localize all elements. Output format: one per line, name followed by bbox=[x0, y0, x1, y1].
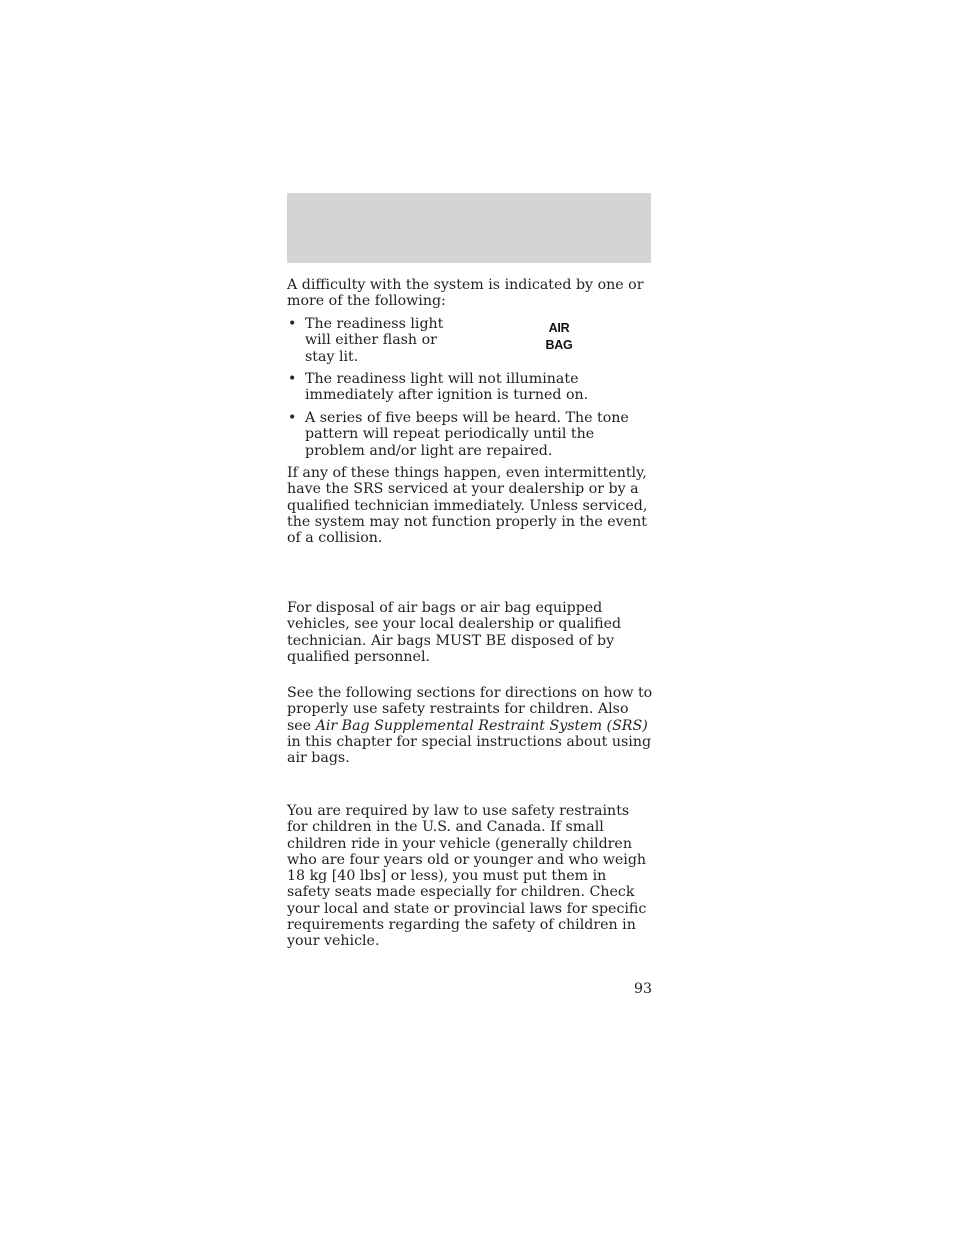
children-text-after: in this chapter for special instructions about using air bags. bbox=[287, 733, 652, 767]
bullet-dot: • bbox=[288, 371, 297, 387]
bullet-item-3 bbox=[287, 410, 655, 459]
bullet-item-2 bbox=[287, 371, 655, 404]
disposal-text: For disposal of air bags or air bag equipped vehicles, see your local dealership or qualified technician. Air bags MUST BE disposed of by qualified personnel. bbox=[287, 600, 622, 665]
service-text: If any of these things happen, even intermittently, have the SRS serviced at your dealership or by a qualified technician immediately. Unless serviced, the system may not function properly in the event of a collision. bbox=[287, 465, 648, 547]
page-number: 93 bbox=[633, 981, 652, 997]
children-paragraph bbox=[287, 685, 653, 766]
bullet-dot: • bbox=[288, 316, 297, 332]
bullet-item-1 bbox=[287, 316, 447, 365]
law-text: You are required by law to use safety restraints for children in the U.S. and Canada. If small children ride in your vehicle (generally children who are four years old or younger and who weigh 18 kg [40 lbs] or less), you must put them in safety seats made especially for children. Check your local and state or provincial laws for specific requirements regarding the safety of children in your vehicle. bbox=[287, 803, 647, 950]
air-bag-warning-icon bbox=[536, 320, 582, 353]
law-paragraph bbox=[287, 803, 653, 950]
section-header-band bbox=[287, 193, 651, 263]
children-text-before: See the following sections for directions on how to properly use safety restraints for children. Also see bbox=[287, 685, 653, 734]
bullet-text-3: A series of five beeps will be heard. The tone pattern will repeat periodically until the problem and/or light are repaired. bbox=[305, 410, 629, 459]
bullet-dot: • bbox=[288, 410, 297, 426]
intro-paragraph bbox=[287, 277, 653, 310]
air-bag-icon-line2: BAG bbox=[545, 337, 573, 352]
intro-text: A difficulty with the system is indicated by one or more of the following: bbox=[287, 277, 644, 310]
air-bag-icon-line1: AIR bbox=[548, 321, 570, 335]
bullet-text-1: The readiness light will either flash or stay lit. bbox=[305, 316, 444, 365]
srs-reference: Air Bag Supplemental Restraint System (SRS) bbox=[315, 717, 648, 734]
service-paragraph bbox=[287, 465, 653, 546]
disposal-paragraph bbox=[287, 600, 653, 665]
bullet-text-2: The readiness light will not illuminate immediately after ignition is turned on. bbox=[305, 371, 589, 404]
